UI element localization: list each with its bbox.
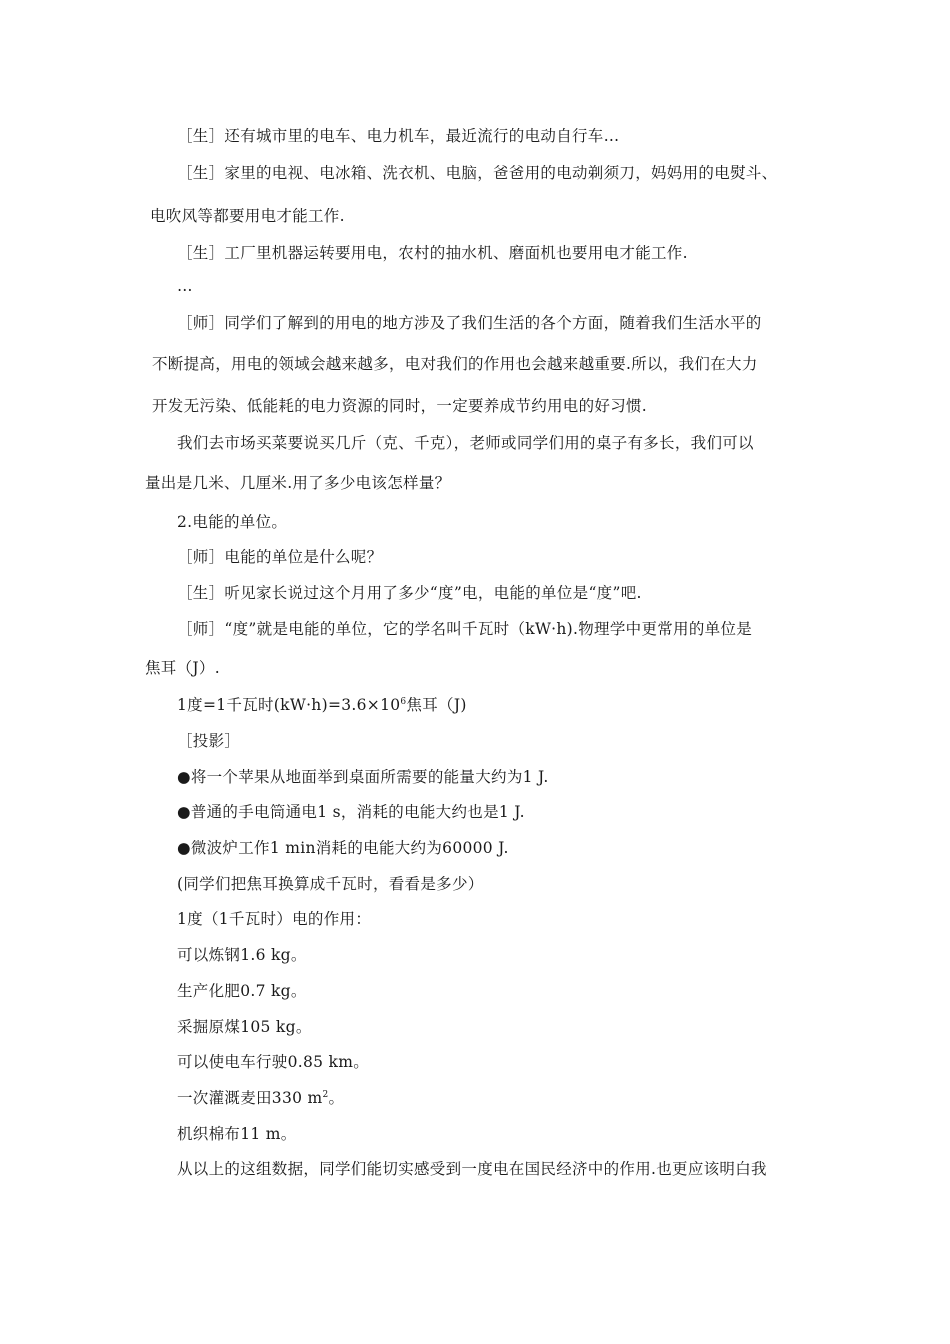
paragraph-line: 量出是几米、几厘米.用了多少电该怎样量？ [145, 474, 451, 492]
paragraph-line: (同学们把焦耳换算成千瓦时，看看是多少） [177, 875, 484, 893]
paragraph-line: ［师］电能的单位是什么呢？ [177, 548, 383, 566]
paragraph-line: ［生］家里的电视、电冰箱、洗衣机、电脑，爸爸用的电动剃须刀，妈妈用的电熨斗、 [177, 164, 778, 182]
paragraph-line: ［师］同学们了解到的用电的地方涉及了我们生活的各个方面，随着我们生活水平的 [177, 314, 762, 332]
ellipsis-line: … [177, 277, 193, 295]
formula-text: 1度=1千瓦时(kW·h)=3.6×10 [177, 696, 401, 714]
data-item: 可以炼钢1.6 kg。 [177, 946, 307, 964]
paragraph-line: 我们去市场买菜要说买几斤（克、千克），老师或同学们用的桌子有多长，我们可以 [177, 434, 754, 452]
paragraph-line: ［生］工厂里机器运转要用电，农村的抽水机、磨面机也要用电才能工作. [177, 244, 688, 262]
paragraph-line: 焦耳（J）. [145, 659, 220, 677]
section-heading: 2.电能的单位。 [177, 513, 288, 531]
paragraph-line: ［生］还有城市里的电车、电力机车，最近流行的电动自行车… [177, 127, 620, 145]
paragraph-line: 不断提高，用电的领域会越来越多，电对我们的作用也会越来越重要.所以，我们在大力 [152, 355, 758, 373]
paragraph-line: 电吹风等都要用电才能工作. [150, 207, 345, 225]
paragraph-line: 开发无污染、低能耗的电力资源的同时，一定要养成节约用电的好习惯. [152, 397, 648, 415]
formula-exponent: 6 [400, 696, 407, 707]
bullet-item: ●微波炉工作1 min消耗的电能大约为60000 J. [177, 839, 509, 857]
data-item: 机织棉布11 m。 [177, 1125, 297, 1143]
bullet-item: ●普通的手电筒通电1 s，消耗的电能大约也是1 J. [177, 803, 525, 821]
projection-label: ［投影］ [177, 732, 241, 750]
formula-text: 焦耳（J) [406, 696, 467, 714]
data-item: 采掘原煤105 kg。 [177, 1018, 312, 1036]
data-item [177, 1088, 344, 1108]
paragraph-line: ［师］“度”就是电能的单位，它的学名叫千瓦时（kW·h).物理学中更常用的单位是 [177, 620, 753, 638]
irrigation-text: 。 [328, 1089, 345, 1107]
bullet-item: ●将一个苹果从地面举到桌面所需要的能量大约为1 J. [177, 768, 549, 786]
paragraph-line: 从以上的这组数据，同学们能切实感受到一度电在国民经济中的作用.也更应该明白我 [177, 1160, 767, 1178]
data-item: 生产化肥0.7 kg。 [177, 982, 307, 1000]
data-item: 可以使电车行驶0.85 km。 [177, 1053, 370, 1071]
paragraph-line: 1度（1千瓦时）电的作用： [177, 910, 372, 928]
paragraph-line: ［生］听见家长说过这个月用了多少“度”电，电能的单位是“度”吧. [177, 584, 642, 602]
unit-conversion-formula [177, 695, 467, 715]
irrigation-text: 一次灌溉麦田330 m [177, 1089, 323, 1107]
area-exponent: 2 [322, 1089, 329, 1100]
